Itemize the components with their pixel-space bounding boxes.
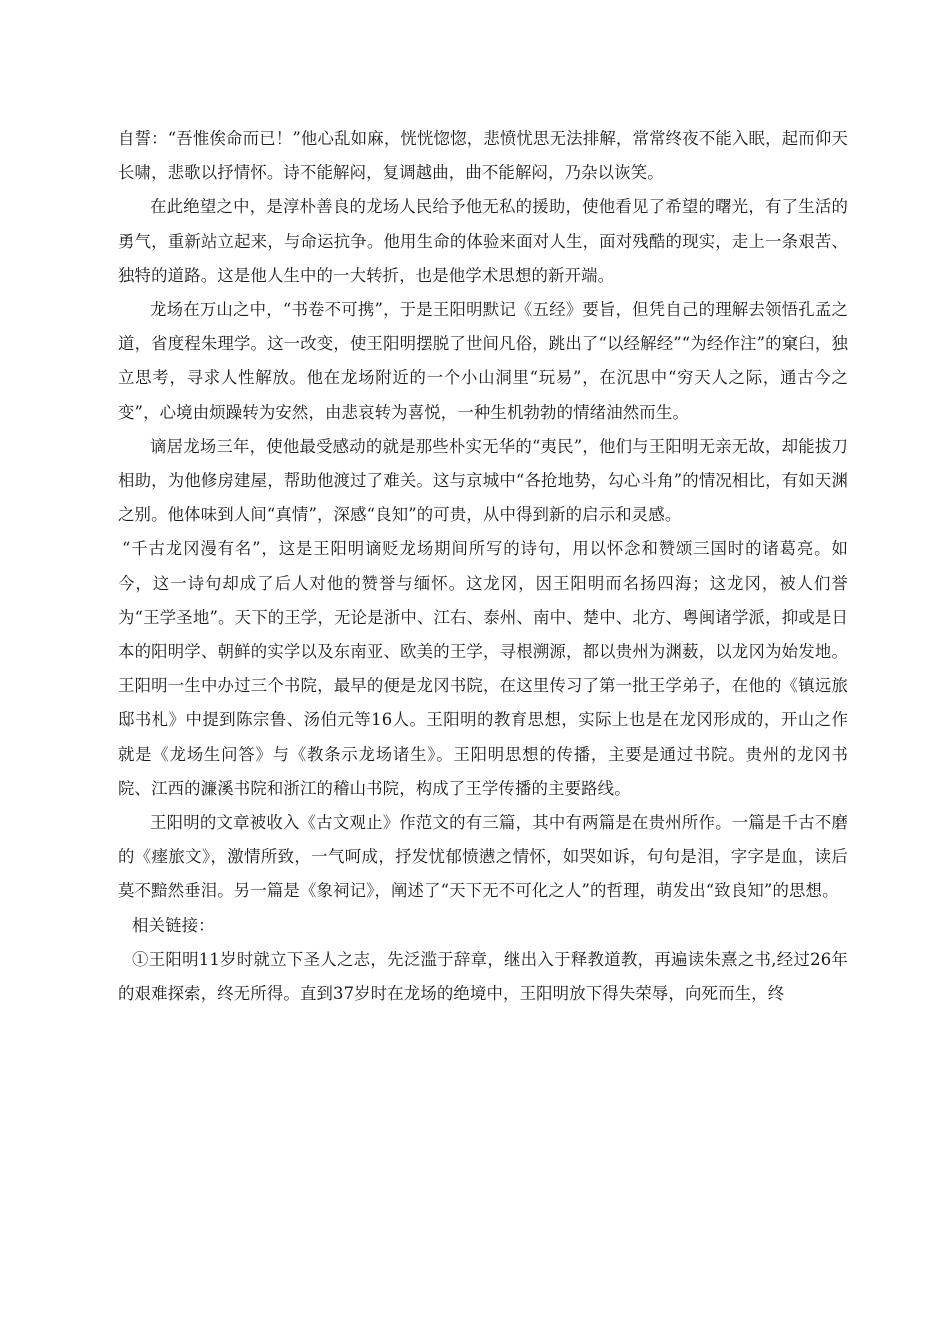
related-links-heading: 相关链接： — [132, 915, 215, 935]
related-link-item-1: ①王阳明11岁时就立下圣人之志，先泛滥于辞章，继出入于释教道教，再遍读朱熹之书,经过26年的艰难探索，终无所得。直到37岁时在龙场的绝境中，王阳明放下得失荣辱，向死而生，终 — [118, 949, 848, 1004]
paragraph-1: 自誓：“吾惟俟命而已！”他心乱如麻，恍恍惚惚，悲愤忧思无法排解，常常终夜不能入眠，起而仰天长啸，悲歌以抒情怀。诗不能解闷，复调越曲，曲不能解闷，乃杂以诙笑。 — [118, 129, 848, 183]
paragraph-4: 谪居龙场三年，使他最受感动的就是那些朴实无华的“夷民”，他们与王阳明无亲无故，却能拔刀相助，为他修房建屋，帮助他渡过了难关。这与京城中“各抢地势，勾心斗角”的情况相比，有如天渊之别。他体味到人间“真情”，深感“良知”的可贵，从中得到新的启示和灵感。 — [118, 436, 848, 525]
paragraph-6: 王阳明的文章被收入《古文观止》作范文的有三篇，其中有两篇是在贵州所作。一篇是千古不磨的《瘗旅文》，激情所致，一气呵成，抒发忧郁愤懑之情怀，如哭如诉，句句是泪，字字是血，读后莫不黯然垂泪。另一篇是《象祠记》，阐述了“天下无不可化之人”的哲理，萌发出“致良知”的思想。 — [118, 813, 848, 901]
article-body — [118, 122, 848, 1011]
paragraph-2: 在此绝望之中，是淳朴善良的龙场人民给予他无私的援助，使他看见了希望的曙光，有了生活的勇气，重新站立起来，与命运抗争。他用生命的体验来面对人生，面对残酷的现实，走上一条艰苦、独特的道路。这是他人生中的一大转折，也是他学术思想的新开端。 — [118, 197, 848, 285]
paragraph-5: “千古龙冈漫有名”，这是王阳明谪贬龙场期间所写的诗句，用以怀念和赞颂三国时的诸葛亮。如今，这一诗句却成了后人对他的赞誉与缅怀。这龙冈，因王阳明而名扬四海；这龙冈，被人们誉为“王学圣地”。天下的王学，无论是浙中、江右、泰州、南中、楚中、北方、粤闽诸学派，抑或是日本的阳明学、朝鲜的实学以及东南亚、欧美的王学，寻根溯源，都以贵州为渊薮，以龙冈为始发地。王阳明一生中办过三个书院，最早的便是龙冈书院，在这里传习了第一批王学弟子，在他的《镇远旅邸书札》中提到陈宗鲁、汤伯元等16人。王阳明的教育思想，实际上也是在龙冈形成的，开山之作就是《龙场生问答》与《教条示龙场诸生》。王阳明思想的传播，主要是通过书院。贵州的龙冈书院、江西的濂溪书院和浙江的稽山书院，构成了王学传播的主要路线。 — [118, 539, 848, 798]
paragraph-3: 龙场在万山之中，“书卷不可携”，于是王阳明默记《五经》要旨，但凭自己的理解去领悟孔孟之道，省度程朱理学。这一改变，使王阳明摆脱了世间凡俗，跳出了“以经解经”“为经作注”的窠臼，独立思考，寻求人性解放。他在龙场附近的一个小山洞里“玩易”，在沉思中“穷天人之际，通古今之变”，心境由烦躁转为安然，由悲哀转为喜悦，一种生机勃勃的情绪油然而生。 — [118, 300, 848, 422]
